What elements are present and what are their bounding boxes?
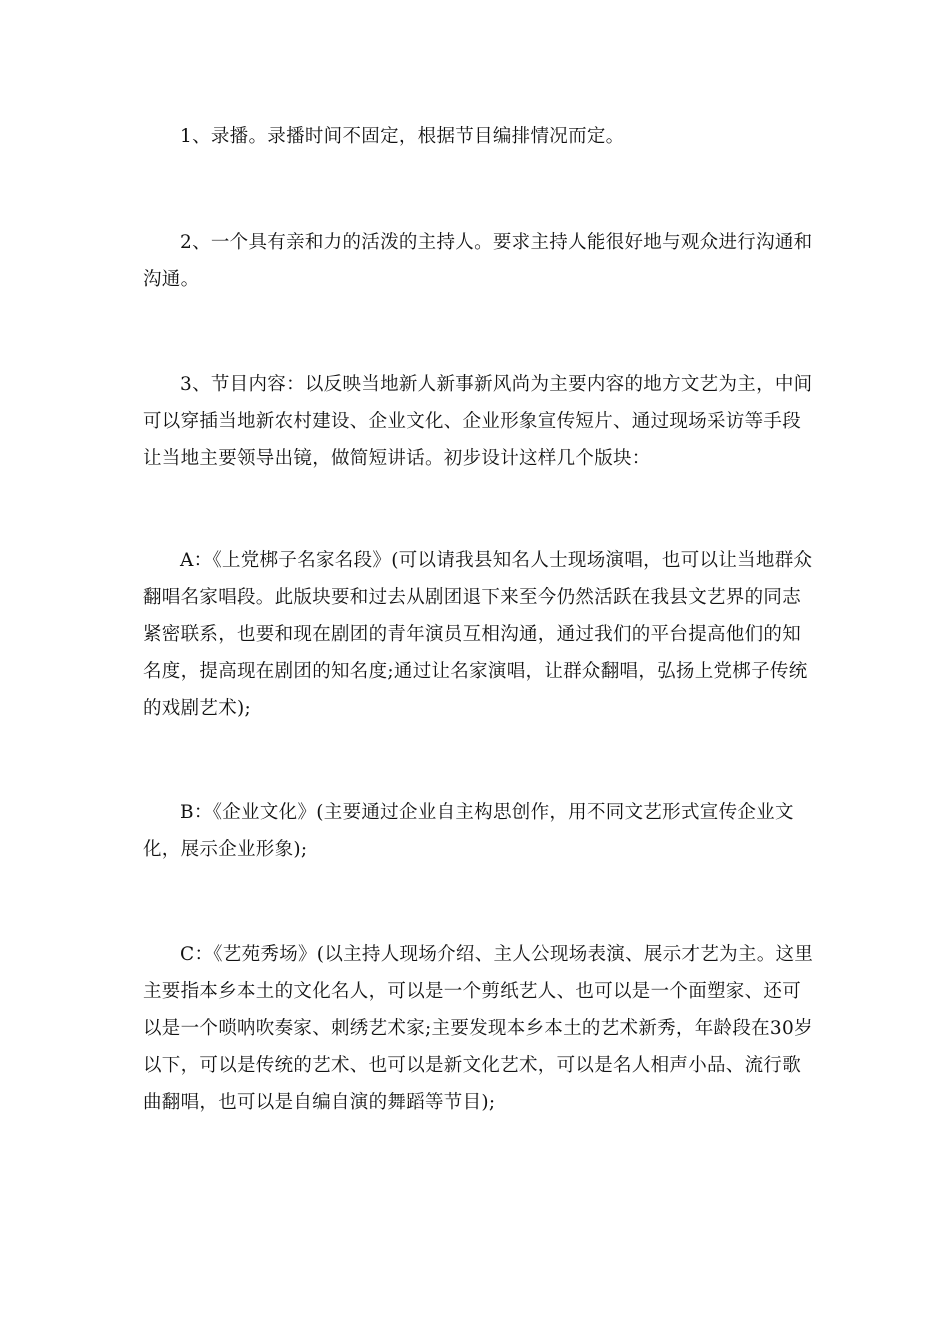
paragraph-section-b: B：《企业文化》(主要通过企业自主构思创作，用不同文艺形式宣传企业文化，展示企业形象); (143, 802, 794, 860)
paragraph-recording: 1、录播。录播时间不固定，根据节目编排情况而定。 (180, 126, 625, 147)
paragraph-program-content: 3、节目内容：以反映当地新人新事新风尚为主要内容的地方文艺为主，中间可以穿插当地新农村建设、企业文化、企业形象宣传短片、通过现场采访等手段让当地主要领导出镜，做简短讲话。初步设计这样几个版块： (143, 374, 813, 469)
paragraph-section-a: A：《上党梆子名家名段》(可以请我县知名人士现场演唱，也可以让当地群众翻唱名家唱段。此版块要和过去从剧团退下来至今仍然活跃在我县文艺界的同志紧密联系，也要和现在剧团的青年演员互相沟通，通过我们的平台提高他们的知名度，提高现在剧团的知名度;通过让名家演唱，让群众翻唱，弘扬上党梆子传统的戏剧艺术); (143, 550, 813, 719)
paragraph-section-c: C：《艺苑秀场》(以主持人现场介绍、主人公现场表演、展示才艺为主。这里主要指本乡本土的文化名人，可以是一个剪纸艺人、也可以是一个面塑家、还可以是一个唢呐吹奏家、刺绣艺术家;主要发现本乡本土的艺术新秀，年龄段在30岁以下，可以是传统的艺术、也可以是新文化艺术，可以是名人相声小品、流行歌曲翻唱，也可以是自编自演的舞蹈等节目); (143, 944, 814, 1113)
paragraph-host: 2、一个具有亲和力的活泼的主持人。要求主持人能很好地与观众进行沟通和沟通。 (143, 232, 813, 290)
